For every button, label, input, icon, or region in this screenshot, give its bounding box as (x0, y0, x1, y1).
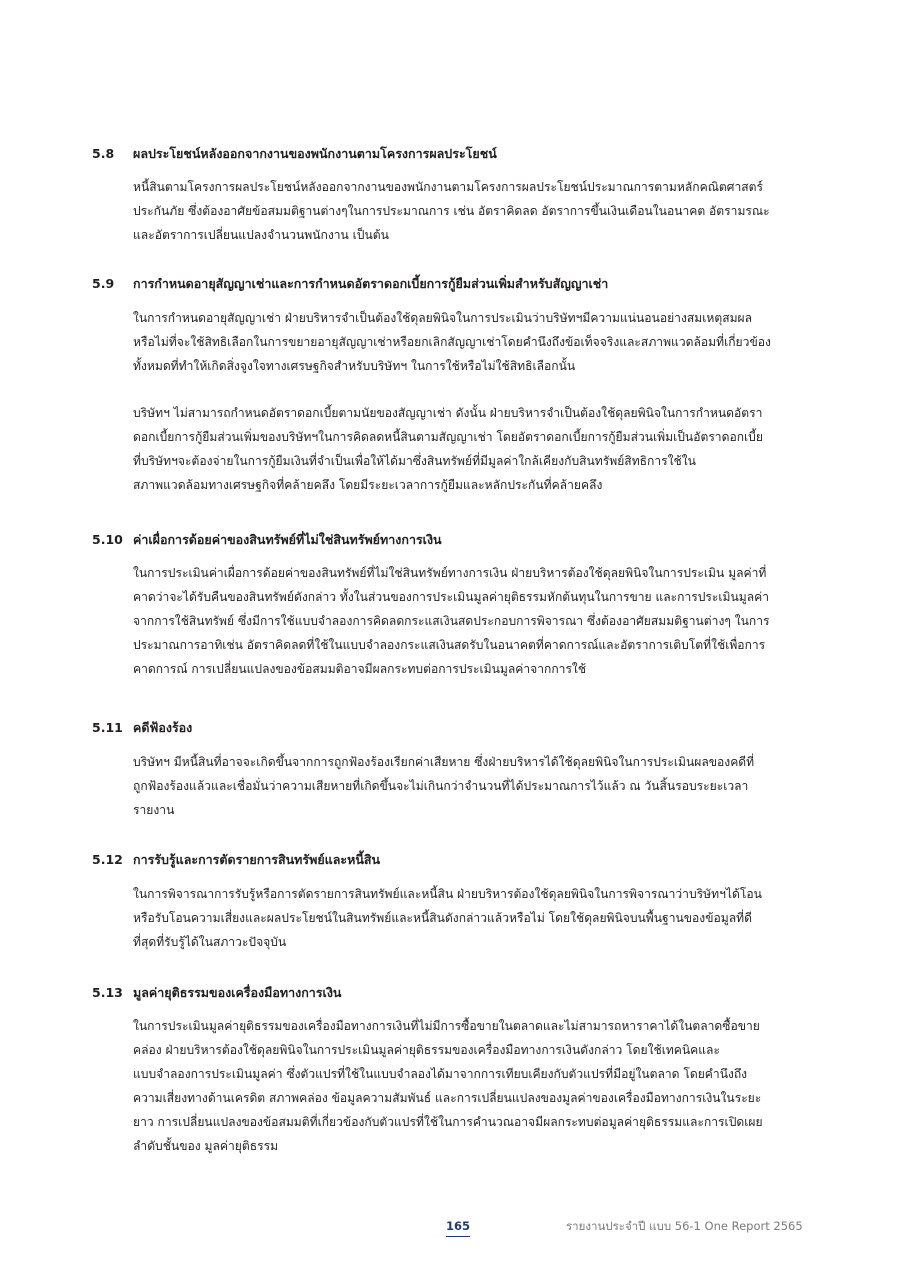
text-line: ประกันภัย ซึ่งต้องอาศัยข้อสมมติฐานต่างๆในการประมาณการ เช่น อัตราคิดลด อัตราการขึ้นเงินเดือนในอนาคต อัตรามรณะ (133, 204, 770, 218)
paragraph (133, 175, 823, 247)
section-number: 5.10 (92, 532, 123, 547)
section-title: การกำหนดอายุสัญญาเช่าและการกำหนดอัตราดอกเบี้ยการกู้ยืมส่วนเพิ่มสำหรับสัญญาเช่า (133, 276, 609, 291)
section-title: การรับรู้และการตัดรายการสินทรัพย์และหนี้สิน (133, 852, 381, 867)
text-line: ที่สุดที่รับรู้ได้ในสภาวะปัจจุบัน (133, 935, 287, 949)
section-number: 5.13 (92, 985, 123, 1000)
text-line: สภาพแวดล้อมทางเศรษฐกิจที่คล้ายคลึง โดยมีระยะเวลาการกู้ยืมและหลักประกันที่คล้ายคลึง (133, 478, 603, 492)
paragraph (133, 401, 823, 497)
text-line: ในการประเมินค่าเผื่อการด้อยค่าของสินทรัพย์ที่ไม่ใช่สินทรัพย์ทางการเงิน ฝ่ายบริหารต้องใช้ดุลยพินิจในการประเมิน มูลค่าที่ (133, 566, 767, 580)
paragraph (133, 306, 823, 378)
text-line: หรือไม่ที่จะใช้สิทธิเลือกในการขยายอายุสัญญาเช่าหรือยกเลิกสัญญาเช่าโดยคำนึงถึงข้อเท็จจริงและสภาพแวดล้อมที่เกี่ยวข้อง (133, 335, 771, 349)
text-line: ถูกฟ้องร้องแล้วและเชื่อมั่นว่าความเสียหายที่เกิดขึ้นจะไม่เกินกว่าจำนวนที่ได้ประมาณการไว้แล้ว ณ วันสิ้นรอบระยะเวลา (133, 779, 749, 793)
text-line: คาดว่าจะได้รับคืนของสินทรัพย์ดังกล่าว ทั้งในส่วนของการประเมินมูลค่ายุติธรรมหักต้นทุนในการขาย และการประเมินมูลค่า (133, 590, 770, 604)
text-line: รายงาน (133, 803, 175, 817)
paragraph (133, 750, 823, 822)
paragraph (133, 882, 823, 954)
paragraph (133, 1014, 823, 1158)
section-number: 5.9 (92, 276, 115, 291)
text-line: แบบจำลองการประเมินมูลค่า ซึ่งตัวแปรที่ใช้ในแบบจำลองได้มาจากการเทียบเคียงกับตัวแปรที่มีอยู่ในตลาด โดยคำนึงถึง (133, 1067, 748, 1081)
text-line: ประมาณการอาทิเช่น อัตราคิดลดที่ใช้ในแบบจำลองกระแสเงินสดรับในอนาคตที่คาดการณ์และอัตราการเติบโตที่ใช้เพื่อการ (133, 638, 766, 652)
text-line: และอัตราการเปลี่ยนแปลงจำนวนพนักงาน เป็นต้น (133, 228, 389, 242)
text-line: คาดการณ์ การเปลี่ยนแปลงของข้อสมมติอาจมีผลกระทบต่อการประเมินมูลค่าจากการใช้ (133, 662, 587, 676)
page-footer (0, 1217, 906, 1241)
paragraph (133, 561, 823, 681)
section-number: 5.8 (92, 146, 115, 161)
text-line: ในการพิจารณาการรับรู้หรือการตัดรายการสินทรัพย์และหนี้สิน ฝ่ายบริหารต้องใช้ดุลยพินิจในการพิจารณาว่าบริษัทฯได้โอน (133, 887, 762, 901)
text-line: ในการประเมินมูลค่ายุติธรรมของเครื่องมือทางการเงินที่ไม่มีการซื้อขายในตลาดและไม่สามารถหาราคาได้ในตลาดซื้อขาย (133, 1019, 760, 1033)
text-line: ยาว การเปลี่ยนแปลงของข้อสมมติที่เกี่ยวข้องกับตัวแปรที่ใช้ในการคำนวณอาจมีผลกระทบต่อมูลค่ายุติธรรมและการเปิดเผย (133, 1115, 763, 1129)
section-title: ค่าเผื่อการด้อยค่าของสินทรัพย์ที่ไม่ใช่สินทรัพย์ทางการเงิน (133, 532, 442, 547)
text-line: บริษัทฯ ไม่สามารถกำหนดอัตราดอกเบี้ยตามนัยของสัญญาเช่า ดังนั้น ฝ่ายบริหารจำเป็นต้องใช้ดุลยพินิจในการกำหนดอัตรา (133, 406, 763, 420)
text-line: หนี้สินตามโครงการผลประโยชน์หลังออกจากงานของพนักงานตามโครงการผลประโยชน์ประมาณการตามหลักคณิตศาสตร์ (133, 180, 763, 194)
page-number: 165 (446, 1217, 470, 1237)
text-line: คล่อง ฝ่ายบริหารต้องใช้ดุลยพินิจในการประเมินมูลค่ายุติธรรมของเครื่องมือทางการเงินดังกล่าว โดยใช้เทคนิคและ (133, 1043, 720, 1057)
text-line: ลำดับชั้นของ มูลค่ายุติธรรม (133, 1139, 279, 1153)
text-line: ในการกำหนดอายุสัญญาเช่า ฝ่ายบริหารจำเป็นต้องใช้ดุลยพินิจในการประเมินว่าบริษัทฯมีความแน่นอนอย่างสมเหตุสมผล (133, 311, 753, 325)
text-line: บริษัทฯ มีหนี้สินที่อาจจะเกิดขึ้นจากการถูกฟ้องร้องเรียกค่าเสียหาย ซึ่งฝ่ายบริหารได้ใช้ดุลยพินิจในการประเมินผลของคดีที่ (133, 755, 755, 769)
section-title: ผลประโยชน์หลังออกจากงานของพนักงานตามโครงการผลประโยชน์ (133, 146, 497, 161)
section-number: 5.11 (92, 720, 123, 735)
text-line: ดอกเบี้ยการกู้ยืมส่วนเพิ่มของบริษัทฯในการคิดลดหนี้สินตามสัญญาเช่า โดยอัตราดอกเบี้ยการกู้ยืมส่วนเพิ่มเป็นอัตราดอกเบี้ย (133, 430, 763, 444)
section-title: มูลค่ายุติธรรมของเครื่องมือทางการเงิน (133, 985, 342, 1000)
report-name: รายงานประจำปี แบบ 56-1 One Report 2565 (566, 1219, 803, 1233)
text-line: ความเสี่ยงทางด้านเครดิต สภาพคล่อง ข้อมูลความสัมพันธ์ และการเปลี่ยนแปลงของมูลค่าของเครื่องมือทางการเงินในระยะ (133, 1091, 762, 1105)
text-line: ที่บริษัทฯจะต้องจ่ายในการกู้ยืมเงินที่จำเป็นเพื่อให้ได้มาซึ่งสินทรัพย์ที่มีมูลค่าใกล้เคียงกับสินทรัพย์สิทธิการใช้ใน (133, 454, 696, 468)
text-line: ทั้งหมดที่ทำให้เกิดสิ่งจูงใจทางเศรษฐกิจสำหรับบริษัทฯ ในการใช้หรือไม่ใช้สิทธิเลือกนั้น (133, 359, 576, 373)
text-line: จากการใช้สินทรัพย์ ซึ่งมีการใช้แบบจำลองการคิดลดกระแสเงินสดประกอบการพิจารณา ซึ่งต้องอาศัยสมมติฐานต่างๆ ในการ (133, 614, 770, 628)
section-title: คดีฟ้องร้อง (133, 720, 193, 735)
text-line: หรือรับโอนความเสี่ยงและผลประโยชน์ในสินทรัพย์และหนี้สินดังกล่าวแล้วหรือไม่ โดยใช้ดุลยพินิจบนพื้นฐานของข้อมูลที่ดี (133, 911, 752, 925)
section-number: 5.12 (92, 852, 123, 867)
